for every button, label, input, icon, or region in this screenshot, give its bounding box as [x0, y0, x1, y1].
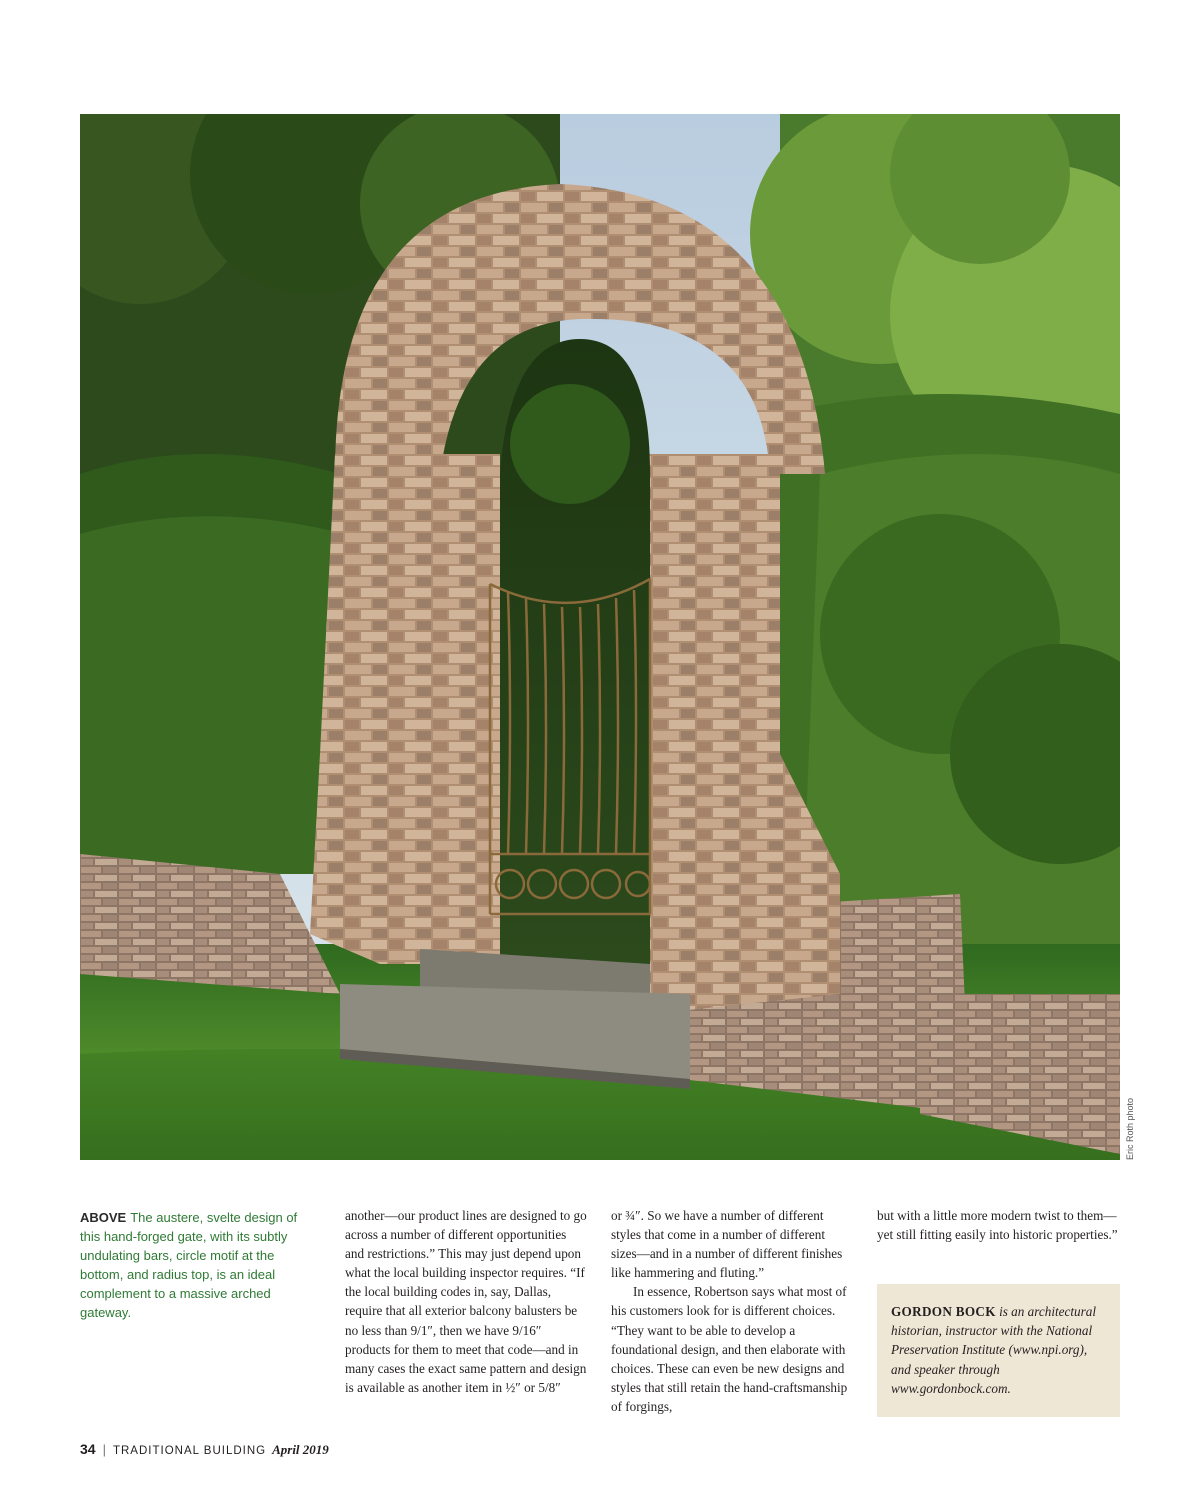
- body-column-1: [345, 1206, 587, 1397]
- author-bio-text: is an architectural historian, instructor with the National Preservation Institute (www.npi.org), and speaker through www.gordonbock.com.: [891, 1304, 1097, 1396]
- author-name: GORDON BOCK: [891, 1304, 996, 1319]
- magazine-name: TRADITIONAL BUILDING: [112, 1445, 267, 1457]
- stone-archway-gate-illustration: [80, 114, 1120, 1160]
- photo-credit: Eric Roth photo: [1125, 1097, 1135, 1160]
- body-paragraph: In essence, Robertson says what most of his customers look for is different choices. “They want to be able to develop a foundational design, and then elaborate with choices. These can even be new designs and styles that still retain the hand-craftsmanship of forgings,: [611, 1284, 848, 1414]
- author-bio-box: [877, 1284, 1120, 1417]
- page-number: 34: [80, 1441, 96, 1457]
- body-paragraph: or ¾″. So we have a number of different styles that come in a number of different sizes—and in a number of different finishes like hammering and fluting.”: [611, 1208, 843, 1281]
- body-paragraph: but with a little more modern twist to them—yet still fitting easily into historic properties.”: [877, 1208, 1118, 1243]
- body-paragraph: another—our product lines are designed to go across a number of different opportunities and restrictions.” This may just depend upon what the local building inspector requires. “If the local building codes in, say, Dallas, require that all exterior balcony balusters be no less than 9/1″, then we have 9/16″ products for them to meet that code—and in many cases the exact same pattern and design is available as another item in ½″ or 5/8″: [345, 1208, 587, 1395]
- page-footer: [80, 1441, 329, 1458]
- body-column-2: [611, 1206, 853, 1416]
- caption-text: The austere, svelte design of this hand-forged gate, with its subtly undulating bars, circle motif at the bottom, and radius top, is an ideal complement to a massive arched gateway.: [80, 1210, 298, 1320]
- caption-label: ABOVE: [80, 1210, 127, 1225]
- hero-photo: [80, 114, 1120, 1160]
- footer-separator: |: [102, 1442, 106, 1457]
- body-column-3: [877, 1206, 1119, 1244]
- issue-date: April 2019: [272, 1442, 329, 1457]
- photo-caption: [80, 1208, 300, 1322]
